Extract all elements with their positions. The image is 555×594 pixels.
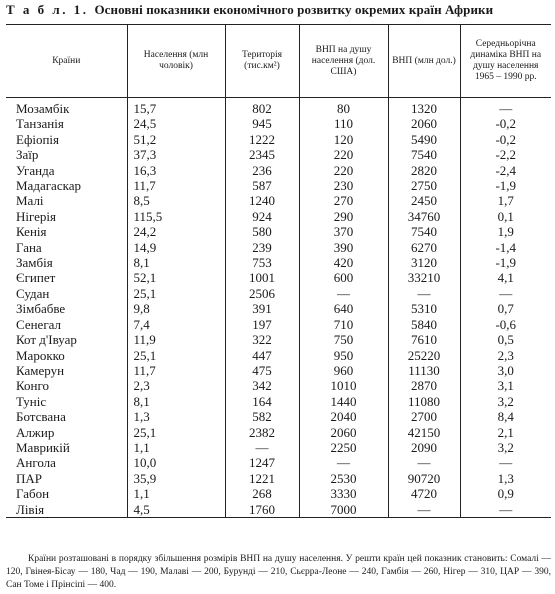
cell-country: Маврикій bbox=[16, 439, 70, 455]
table-row bbox=[6, 240, 551, 255]
cell-gnp: 7610 bbox=[388, 332, 460, 347]
cell-population: 16,3 bbox=[127, 163, 225, 178]
cell-gnp-per-capita: 1010 bbox=[299, 378, 388, 393]
cell-country: Мозамбік bbox=[16, 101, 70, 116]
cell-territory: 2506 bbox=[225, 286, 299, 301]
cell-growth: -0,2 bbox=[460, 116, 551, 131]
cell-territory: 580 bbox=[225, 224, 299, 239]
cell-gnp: 2060 bbox=[388, 116, 460, 131]
cell-growth: 2,3 bbox=[460, 348, 551, 363]
table-row bbox=[6, 317, 551, 332]
cell-growth: — bbox=[460, 455, 551, 470]
cell-territory: 342 bbox=[225, 378, 299, 393]
cell-territory: 1001 bbox=[225, 270, 299, 285]
cell-population: 25,1 bbox=[127, 286, 225, 301]
table-title-line bbox=[6, 2, 555, 18]
table-row bbox=[6, 378, 551, 393]
cell-country: Марокко bbox=[16, 347, 65, 363]
cell-country: Алжир bbox=[16, 424, 55, 440]
cell-country: Камерун bbox=[16, 362, 65, 378]
table-row bbox=[6, 178, 551, 193]
cell-gnp: 5490 bbox=[388, 132, 460, 147]
cell-gnp: 2090 bbox=[388, 440, 460, 455]
cell-territory: 447 bbox=[225, 348, 299, 363]
cell-gnp: — bbox=[388, 455, 460, 470]
cell-territory: 802 bbox=[225, 98, 299, 117]
cell-growth: -1,9 bbox=[460, 178, 551, 193]
cell-country: Судан bbox=[16, 285, 50, 301]
cell-gnp-per-capita: 270 bbox=[299, 193, 388, 208]
table-body bbox=[6, 98, 551, 518]
table-row bbox=[6, 193, 551, 208]
cell-gnp-per-capita: 230 bbox=[299, 178, 388, 193]
cell-country: Танзанія bbox=[16, 116, 64, 132]
cell-territory: 239 bbox=[225, 240, 299, 255]
cell-gnp-per-capita: 1440 bbox=[299, 394, 388, 409]
cell-gnp: 34760 bbox=[388, 209, 460, 224]
cell-gnp: 1320 bbox=[388, 98, 460, 117]
cell-growth: -0,6 bbox=[460, 317, 551, 332]
cell-growth: 1,9 bbox=[460, 224, 551, 239]
cell-gnp-per-capita: 750 bbox=[299, 332, 388, 347]
cell-growth: — bbox=[460, 98, 551, 117]
cell-gnp: — bbox=[388, 286, 460, 301]
cell-territory: 1221 bbox=[225, 471, 299, 486]
header-growth: Середньорічна динаміка ВНП на душу населення 1965 – 1990 рр. bbox=[460, 25, 551, 98]
table-title: Основні показники економічного розвитку окремих країн Африки bbox=[94, 2, 494, 17]
table-footnote: Країни розташовані в порядку збільшення розмірів ВНП на душу населення. У решти країн цей показник становить: Сомалі — 120, Гвінея-Бісау — 180, Чад — 190, Малаві — 200, Бурунді — 210, Сьєрра-Леоне — 240, Гамбія — 260, Нігер — 310, ЦАР — 390, Сан Томе і Прінсіпі — 400. bbox=[6, 554, 551, 590]
table-row bbox=[6, 363, 551, 378]
cell-growth: 0,5 bbox=[460, 332, 551, 347]
cell-gnp: 5840 bbox=[388, 317, 460, 332]
table-row bbox=[6, 502, 551, 518]
cell-growth: -2,4 bbox=[460, 163, 551, 178]
cell-population: 1,1 bbox=[127, 440, 225, 455]
cell-growth: 1,3 bbox=[460, 471, 551, 486]
cell-population: 1,1 bbox=[127, 486, 225, 501]
cell-gnp: 90720 bbox=[388, 471, 460, 486]
cell-growth: 2,1 bbox=[460, 425, 551, 440]
cell-gnp-per-capita: 7000 bbox=[299, 502, 388, 518]
cell-population: 25,1 bbox=[127, 348, 225, 363]
table-row bbox=[6, 486, 551, 501]
cell-population: 115,5 bbox=[127, 209, 225, 224]
cell-country: Ботсвана bbox=[16, 409, 66, 425]
cell-growth: 0,1 bbox=[460, 209, 551, 224]
cell-country: Кот д'Івуар bbox=[16, 332, 77, 348]
cell-country: Зімбабве bbox=[16, 301, 66, 317]
cell-country: Ефіопія bbox=[16, 131, 60, 147]
cell-population: 11,7 bbox=[127, 363, 225, 378]
cell-territory: 1247 bbox=[225, 455, 299, 470]
cell-population: 37,3 bbox=[127, 147, 225, 162]
cell-population: 51,2 bbox=[127, 132, 225, 147]
cell-gnp: 2700 bbox=[388, 409, 460, 424]
cell-gnp-per-capita: 2060 bbox=[299, 425, 388, 440]
cell-territory: 945 bbox=[225, 116, 299, 131]
cell-growth: 3,1 bbox=[460, 378, 551, 393]
cell-growth: — bbox=[460, 502, 551, 518]
cell-gnp-per-capita: 120 bbox=[299, 132, 388, 147]
cell-gnp: 42150 bbox=[388, 425, 460, 440]
cell-population: 11,9 bbox=[127, 332, 225, 347]
cell-population: 14,9 bbox=[127, 240, 225, 255]
cell-territory: 164 bbox=[225, 394, 299, 409]
table-row bbox=[6, 270, 551, 285]
cell-growth: — bbox=[460, 286, 551, 301]
cell-growth: 4,1 bbox=[460, 270, 551, 285]
cell-growth: 0,7 bbox=[460, 301, 551, 316]
header-gnp-per-capita: ВНП на душу населення (дол. США) bbox=[299, 25, 388, 98]
cell-territory: 1240 bbox=[225, 193, 299, 208]
table-row bbox=[6, 440, 551, 455]
cell-gnp-per-capita: 710 bbox=[299, 317, 388, 332]
cell-gnp-per-capita: 220 bbox=[299, 163, 388, 178]
cell-population: 2,3 bbox=[127, 378, 225, 393]
cell-population: 25,1 bbox=[127, 425, 225, 440]
cell-country: Заїр bbox=[16, 147, 39, 163]
table-row bbox=[6, 455, 551, 470]
cell-gnp: 11080 bbox=[388, 394, 460, 409]
cell-gnp-per-capita: 220 bbox=[299, 147, 388, 162]
cell-population: 8,5 bbox=[127, 193, 225, 208]
table-row bbox=[6, 332, 551, 347]
table-row bbox=[6, 163, 551, 178]
cell-gnp: 7540 bbox=[388, 224, 460, 239]
cell-gnp-per-capita: 640 bbox=[299, 301, 388, 316]
cell-gnp: 4720 bbox=[388, 486, 460, 501]
cell-gnp: 7540 bbox=[388, 147, 460, 162]
cell-gnp: 2450 bbox=[388, 193, 460, 208]
cell-population: 24,2 bbox=[127, 224, 225, 239]
cell-population: 8,1 bbox=[127, 255, 225, 270]
cell-gnp-per-capita: — bbox=[299, 455, 388, 470]
table-row bbox=[6, 471, 551, 486]
cell-gnp-per-capita: 80 bbox=[299, 98, 388, 117]
cell-growth: 3,2 bbox=[460, 440, 551, 455]
cell-territory: 587 bbox=[225, 178, 299, 193]
cell-gnp-per-capita: 2530 bbox=[299, 471, 388, 486]
cell-gnp: 2750 bbox=[388, 178, 460, 193]
cell-population: 24,5 bbox=[127, 116, 225, 131]
cell-gnp: 3120 bbox=[388, 255, 460, 270]
cell-territory: 2382 bbox=[225, 425, 299, 440]
cell-country: Єгипет bbox=[16, 270, 56, 286]
cell-gnp-per-capita: 950 bbox=[299, 348, 388, 363]
header-territory: Територія (тис.км²) bbox=[225, 25, 299, 98]
cell-population: 10,0 bbox=[127, 455, 225, 470]
cell-growth: 3,0 bbox=[460, 363, 551, 378]
cell-country: Ангола bbox=[16, 455, 56, 471]
cell-population: 35,9 bbox=[127, 471, 225, 486]
cell-gnp-per-capita: 600 bbox=[299, 270, 388, 285]
cell-gnp: 2870 bbox=[388, 378, 460, 393]
cell-gnp-per-capita: 110 bbox=[299, 116, 388, 131]
cell-gnp: 5310 bbox=[388, 301, 460, 316]
cell-growth: 1,7 bbox=[460, 193, 551, 208]
cell-country: Кенія bbox=[16, 224, 47, 240]
header-country: Країни bbox=[6, 25, 127, 98]
cell-country: Лівія bbox=[6, 502, 127, 518]
header-gnp: ВНП (млн дол.) bbox=[388, 25, 460, 98]
table-row bbox=[6, 98, 551, 117]
cell-gnp-per-capita: 2250 bbox=[299, 440, 388, 455]
cell-territory: 268 bbox=[225, 486, 299, 501]
cell-growth: -2,2 bbox=[460, 147, 551, 162]
table-row bbox=[6, 132, 551, 147]
cell-growth: 8,4 bbox=[460, 409, 551, 424]
cell-population: 7,4 bbox=[127, 317, 225, 332]
cell-country: Габон bbox=[16, 486, 50, 502]
cell-territory: 322 bbox=[225, 332, 299, 347]
cell-population: 1,3 bbox=[127, 409, 225, 424]
cell-gnp: 6270 bbox=[388, 240, 460, 255]
cell-gnp-per-capita: 960 bbox=[299, 363, 388, 378]
cell-gnp-per-capita: 390 bbox=[299, 240, 388, 255]
header-row bbox=[6, 25, 551, 98]
cell-territory: 2345 bbox=[225, 147, 299, 162]
cell-gnp: 2820 bbox=[388, 163, 460, 178]
table-row bbox=[6, 301, 551, 316]
cell-country: Уганда bbox=[16, 162, 55, 178]
cell-country: Гана bbox=[16, 239, 42, 255]
cell-gnp-per-capita: 420 bbox=[299, 255, 388, 270]
cell-country: ПАР bbox=[16, 470, 43, 486]
cell-gnp: 33210 bbox=[388, 270, 460, 285]
cell-territory: — bbox=[225, 440, 299, 455]
cell-gnp-per-capita: 2040 bbox=[299, 409, 388, 424]
cell-country: Сенегал bbox=[16, 316, 62, 332]
cell-territory: 1760 bbox=[225, 502, 299, 518]
cell-country: Нігерія bbox=[16, 208, 57, 224]
table-row bbox=[6, 116, 551, 131]
cell-gnp-per-capita: — bbox=[299, 286, 388, 301]
cell-country: Малі bbox=[16, 193, 44, 209]
cell-gnp: 11130 bbox=[388, 363, 460, 378]
cell-gnp-per-capita: 370 bbox=[299, 224, 388, 239]
cell-growth: -0,2 bbox=[460, 132, 551, 147]
table-label: Т а б л. 1. bbox=[6, 2, 89, 17]
table-row bbox=[6, 348, 551, 363]
cell-country: Конго bbox=[16, 378, 49, 394]
cell-population: 8,1 bbox=[127, 394, 225, 409]
cell-country: Туніс bbox=[16, 393, 47, 409]
cell-territory: 753 bbox=[225, 255, 299, 270]
cell-country: Замбія bbox=[16, 255, 53, 271]
cell-population: 15,7 bbox=[127, 98, 225, 117]
table-row bbox=[6, 409, 551, 424]
cell-growth: -1,9 bbox=[460, 255, 551, 270]
cell-territory: 924 bbox=[225, 209, 299, 224]
table-row bbox=[6, 224, 551, 239]
cell-growth: 0,9 bbox=[460, 486, 551, 501]
cell-territory: 1222 bbox=[225, 132, 299, 147]
cell-gnp: — bbox=[388, 502, 460, 518]
cell-population: 4,5 bbox=[127, 502, 225, 518]
table-row bbox=[6, 209, 551, 224]
cell-growth: 3,2 bbox=[460, 394, 551, 409]
table-row bbox=[6, 255, 551, 270]
cell-growth: -1,4 bbox=[460, 240, 551, 255]
table-row bbox=[6, 425, 551, 440]
cell-population: 11,7 bbox=[127, 178, 225, 193]
header-population: Населення (млн чоловік) bbox=[127, 25, 225, 98]
cell-territory: 582 bbox=[225, 409, 299, 424]
cell-territory: 391 bbox=[225, 301, 299, 316]
economic-indicators-table bbox=[6, 24, 551, 518]
cell-population: 52,1 bbox=[127, 270, 225, 285]
cell-country: Мадагаскар bbox=[16, 178, 81, 194]
table-row bbox=[6, 147, 551, 162]
table-row bbox=[6, 286, 551, 301]
cell-gnp-per-capita: 290 bbox=[299, 209, 388, 224]
cell-territory: 236 bbox=[225, 163, 299, 178]
cell-gnp-per-capita: 3330 bbox=[299, 486, 388, 501]
cell-territory: 197 bbox=[225, 317, 299, 332]
cell-territory: 475 bbox=[225, 363, 299, 378]
table-row bbox=[6, 394, 551, 409]
cell-gnp: 25220 bbox=[388, 348, 460, 363]
cell-population: 9,8 bbox=[127, 301, 225, 316]
